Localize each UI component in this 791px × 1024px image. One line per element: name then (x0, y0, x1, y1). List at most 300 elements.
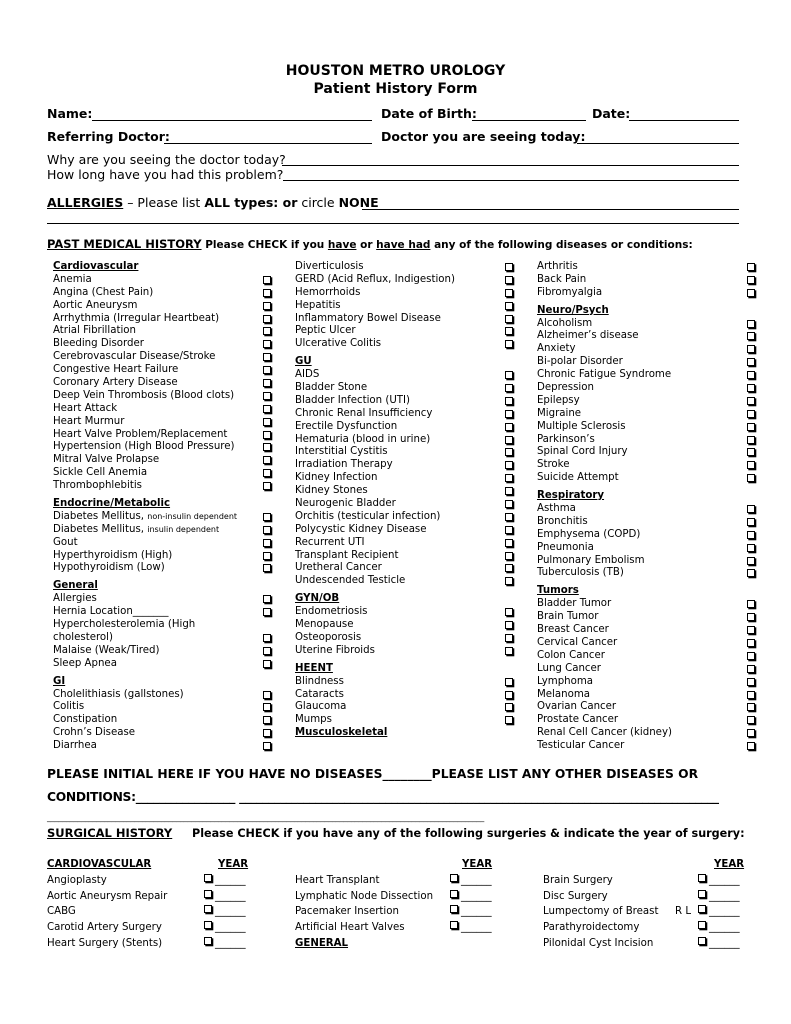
section-endocrine: Endocrine/Metabolic (53, 498, 171, 510)
year-blank[interactable]: ______ (709, 874, 740, 886)
condition-hypothyroidism-low: Hypothyroidism (Low) (53, 562, 273, 575)
condition-interstitial-cystitis: Interstitial Cystitis (295, 446, 520, 459)
condition-lung-cancer: Lung Cancer (537, 663, 759, 676)
checkbox-neurogenic-bladder[interactable] (505, 500, 513, 508)
section-tumors: Tumors (537, 585, 579, 597)
checkbox-angina-chest-pain[interactable] (263, 289, 271, 297)
checkbox-hypothyroidism-low[interactable] (263, 564, 271, 572)
allergies-field-2[interactable] (47, 223, 739, 224)
surgery-year-field[interactable] (698, 873, 740, 889)
checkbox-aortic-aneurysm[interactable] (263, 302, 271, 310)
condition-pneumonia: Pneumonia (537, 542, 759, 555)
condition-erectile-dysfunction: Erectile Dysfunction (295, 421, 520, 434)
condition-bladder-infection-uti: Bladder Infection (UTI) (295, 395, 520, 408)
checkbox-mitral-valve-prolapse[interactable] (263, 456, 271, 464)
condition-aids: AIDS (295, 369, 520, 382)
year-blank[interactable]: ______ (461, 922, 492, 934)
checkbox-stroke[interactable] (747, 461, 755, 469)
how-long-label: How long have you had this problem? (47, 167, 284, 182)
allergies-label: ALLERGIES (47, 195, 124, 210)
condition-testicular-cancer: Testicular Cancer (537, 740, 759, 753)
condition-crohn-s-disease: Crohn’s Disease (53, 727, 273, 740)
year-blank[interactable]: ______ (215, 906, 246, 918)
condition-blindness: Blindness (295, 676, 520, 689)
checkbox-cataracts[interactable] (505, 691, 513, 699)
condition-congestive-heart-failure: Congestive Heart Failure (53, 364, 273, 377)
surgery-checkbox[interactable] (204, 890, 212, 898)
surgery-checkbox[interactable] (450, 921, 458, 929)
condition-renal-cell-cancer-kidney: Renal Cell Cancer (kidney) (537, 727, 759, 740)
condition-irradiation-therapy: Irradiation Therapy (295, 459, 520, 472)
checkbox-pneumonia[interactable] (747, 544, 755, 552)
checkbox-colitis[interactable] (263, 703, 271, 711)
surgery-year-field[interactable] (450, 889, 492, 905)
checkbox-alcoholism[interactable] (747, 320, 755, 328)
surgery-brain-surgery: Brain Surgery ______ (543, 873, 763, 889)
checkbox-epilepsy[interactable] (747, 397, 755, 405)
year-header: YEAR (714, 859, 745, 870)
condition-checkbox[interactable] (263, 634, 271, 642)
checkbox-aids[interactable] (505, 371, 513, 379)
surgery-cabg: CABG ______ (47, 904, 267, 920)
checkbox-bleeding-disorder[interactable] (263, 340, 271, 348)
condition-diverticulosis: Diverticulosis (295, 261, 520, 274)
surgery-checkbox[interactable] (450, 874, 458, 882)
allergies-none-option[interactable]: NONE (338, 195, 379, 210)
condition-inflammatory-bowel-disease: Inflammatory Bowel Disease (295, 313, 520, 326)
condition-mitral-valve-prolapse: Mitral Valve Prolapse (53, 454, 273, 467)
section-gu: GU (295, 356, 312, 368)
condition-cervical-cancer: Cervical Cancer (537, 637, 759, 650)
why-field[interactable] (282, 165, 739, 166)
checkbox-undescended-testicle[interactable] (505, 577, 513, 585)
section-neuro-psych: Neuro/Psych (537, 304, 609, 316)
condition-bronchitis: Bronchitis (537, 516, 759, 529)
condition-fibromyalgia: Fibromyalgia (537, 287, 759, 300)
dob-field[interactable] (472, 120, 586, 121)
checkbox-suicide-attempt[interactable] (747, 474, 755, 482)
condition-bi-polar-disorder: Bi-polar Disorder (537, 356, 759, 369)
surgery-column-2 (295, 857, 515, 952)
checkbox-pulmonary-embolism[interactable] (747, 557, 755, 565)
checkbox-heart-attack[interactable] (263, 405, 271, 413)
condition-osteoporosis: Osteoporosis (295, 632, 520, 645)
checkbox-back-pain[interactable] (747, 276, 755, 284)
checkbox-testicular-cancer[interactable] (747, 742, 755, 750)
date-label: Date: (592, 106, 631, 121)
condition-peptic-ulcer: Peptic Ulcer (295, 325, 520, 338)
condition-chronic-fatigue-syndrome: Chronic Fatigue Syndrome (537, 369, 759, 382)
checkbox-orchitis-testicular-infection[interactable] (505, 513, 513, 521)
checkbox-cervical-cancer[interactable] (747, 639, 755, 647)
surgery-year-field[interactable] (204, 920, 246, 936)
checkbox-melanoma[interactable] (747, 691, 755, 699)
condition-thrombophlebitis: Thrombophlebitis (53, 480, 273, 493)
checkbox-crohn-s-disease[interactable] (263, 729, 271, 737)
condition-gerd-acid-reflux-indigestion: GERD (Acid Reflux, Indigestion) (295, 274, 520, 287)
checkbox-bladder-tumor[interactable] (747, 600, 755, 608)
condition-hyperthyroidism-high: Hyperthyroidism (High) (53, 550, 273, 563)
surgery-year-field[interactable] (450, 904, 492, 920)
year-blank[interactable]: ______ (215, 890, 246, 902)
section-cardiovascular: Cardiovascular (53, 261, 139, 272)
surgery-checkbox[interactable] (450, 905, 458, 913)
checkbox-migraine[interactable] (747, 410, 755, 418)
condition-hemorrhoids: Hemorrhoids (295, 287, 520, 300)
condition-spinal-cord-injury: Spinal Cord Injury (537, 446, 759, 459)
checkbox-sleep-apnea[interactable] (263, 660, 271, 668)
checkbox-hematuria-blood-in-urine[interactable] (505, 436, 513, 444)
surgery-disc-surgery: Disc Surgery ______ (543, 889, 763, 905)
checkbox-lung-cancer[interactable] (747, 665, 755, 673)
conditions-line[interactable]: CONDITIONS:_________________ __________________________________________________________________________________ (47, 790, 719, 804)
condition-kidney-infection: Kidney Infection (295, 472, 520, 485)
checkbox-coronary-artery-disease[interactable] (263, 379, 271, 387)
condition-brain-tumor: Brain Tumor (537, 611, 759, 624)
condition-emphysema-copd: Emphysema (COPD) (537, 529, 759, 542)
checkbox-arrhythmia-irregular-heartbeat[interactable] (263, 315, 271, 323)
surgery-year-field[interactable] (204, 873, 246, 889)
condition-ovarian-cancer: Ovarian Cancer (537, 701, 759, 714)
condition-back-pain: Back Pain (537, 274, 759, 287)
checkbox-thrombophlebitis[interactable] (263, 482, 271, 490)
condition-orchitis-testicular-infection: Orchitis (testicular infection) (295, 511, 520, 524)
condition-bladder-tumor: Bladder Tumor (537, 598, 759, 611)
pmh-heading: PAST MEDICAL HISTORY Please CHECK if you have or have had any of the following diseases or conditions: (47, 237, 693, 251)
checkbox-hepatitis[interactable] (505, 302, 513, 310)
condition-checkbox[interactable] (263, 526, 271, 534)
checkbox-constipation[interactable] (263, 716, 271, 724)
condition-menopause: Menopause (295, 619, 520, 632)
pmh-column-3 (537, 261, 759, 753)
condition-deep-vein-thrombosis-blood-clots: Deep Vein Thrombosis (Blood clots) (53, 390, 273, 403)
checkbox-transplant-recipient[interactable] (505, 552, 513, 560)
surgery-year-field[interactable] (204, 889, 246, 905)
condition-row: Allergies (53, 593, 273, 606)
checkbox-glaucoma[interactable] (505, 703, 513, 711)
condition-parkinson-s: Parkinson’s (537, 434, 759, 447)
pmh-column-2 (295, 261, 520, 740)
condition-alcoholism: Alcoholism (537, 318, 759, 331)
condition-atrial-fibrillation: Atrial Fibrillation (53, 325, 273, 338)
checkbox-osteoporosis[interactable] (505, 634, 513, 642)
checkbox-heart-murmur[interactable] (263, 418, 271, 426)
condition-colon-cancer: Colon Cancer (537, 650, 759, 663)
condition-breast-cancer: Breast Cancer (537, 624, 759, 637)
surgery-pilonidal-cyst-incision: Pilonidal Cyst Incision ______ (543, 936, 763, 952)
referring-doctor-field[interactable] (164, 143, 372, 144)
year-blank[interactable]: ______ (215, 874, 246, 886)
checkbox-brain-tumor[interactable] (747, 613, 755, 621)
breast-side-options[interactable]: R L (675, 906, 691, 918)
surgery-year-field[interactable] (450, 920, 492, 936)
condition-kidney-stones: Kidney Stones (295, 485, 520, 498)
checkbox-mumps[interactable] (505, 716, 513, 724)
condition-malaise-weak-tired: Malaise (Weak/Tired) (53, 645, 273, 658)
checkbox-interstitial-cystitis[interactable] (505, 448, 513, 456)
surgery-year-field[interactable] (204, 936, 246, 952)
allergies-field[interactable] (362, 209, 739, 210)
condition-row: Diabetes Mellitus, non-insulin dependent (53, 511, 273, 524)
checkbox-uretheral-cancer[interactable] (505, 564, 513, 572)
year-blank[interactable]: ______ (215, 937, 246, 949)
checkbox-spinal-cord-injury[interactable] (747, 448, 755, 456)
checkbox-colon-cancer[interactable] (747, 652, 755, 660)
checkbox-hemorrhoids[interactable] (505, 289, 513, 297)
checkbox-erectile-dysfunction[interactable] (505, 423, 513, 431)
condition-arrhythmia-irregular-heartbeat: Arrhythmia (Irregular Heartbeat) (53, 313, 273, 326)
surgery-heart-surgery-stents: Heart Surgery (Stents) ______ (47, 936, 267, 952)
checkbox-blindness[interactable] (505, 678, 513, 686)
checkbox-kidney-stones[interactable] (505, 487, 513, 495)
surgical-history-instructions: Please CHECK if you have any of the following surgeries & indicate the year of surgery: (192, 827, 745, 840)
condition-pulmonary-embolism: Pulmonary Embolism (537, 555, 759, 568)
checkbox-breast-cancer[interactable] (747, 626, 755, 634)
checkbox-congestive-heart-failure[interactable] (263, 366, 271, 374)
condition-suicide-attempt: Suicide Attempt (537, 472, 759, 485)
clinic-title: HOUSTON METRO UROLOGY (285, 63, 506, 79)
checkbox-renal-cell-cancer-kidney[interactable] (747, 729, 755, 737)
name-label: Name: (47, 106, 93, 121)
section-gi: GI (53, 675, 66, 687)
checkbox-bladder-infection-uti[interactable] (505, 397, 513, 405)
year-blank[interactable]: ______ (461, 890, 492, 902)
dob-label: Date of Birth: (381, 106, 477, 121)
condition-transplant-recipient: Transplant Recipient (295, 550, 520, 563)
condition-sleep-apnea: Sleep Apnea (53, 658, 273, 671)
surgery-checkbox[interactable] (204, 937, 212, 945)
checkbox-anxiety[interactable] (747, 345, 755, 353)
condition-alzheimer-s-disease: Alzheimer’s disease (537, 330, 759, 343)
year-blank[interactable]: ______ (461, 874, 492, 886)
surgery-parathyroidectomy: Parathyroidectomy ______ (543, 920, 763, 936)
checkbox-hyperthyroidism-high[interactable] (263, 552, 271, 560)
checkbox-irradiation-therapy[interactable] (505, 461, 513, 469)
surgery-lumpectomy-of-breast: Lumpectomy of Breast R L ______ (543, 904, 763, 920)
checkbox-cerebrovascular-disease-stroke[interactable] (263, 353, 271, 361)
condition-bladder-stone: Bladder Stone (295, 382, 520, 395)
year-blank[interactable]: ______ (709, 937, 740, 949)
condition-multiple-sclerosis: Multiple Sclerosis (537, 421, 759, 434)
referring-doctor-label: Referring Doctor: (47, 129, 170, 144)
section-heent: HEENT (295, 662, 333, 674)
year-blank[interactable]: ______ (709, 906, 740, 918)
surgery-column-1 (47, 857, 267, 952)
surgery-checkbox[interactable] (450, 890, 458, 898)
checkbox-chronic-fatigue-syndrome[interactable] (747, 371, 755, 379)
section-respiratory: Respiratory (537, 490, 605, 502)
surgery-year-field[interactable] (698, 936, 740, 952)
year-blank[interactable]: ______ (709, 890, 740, 902)
section-general: General (53, 580, 98, 592)
condition-constipation: Constipation (53, 714, 273, 727)
surgery-year-field[interactable] (698, 889, 740, 905)
condition-gout: Gout (53, 537, 273, 550)
checkbox-parkinson-s[interactable] (747, 436, 755, 444)
surgery-column-3 (543, 857, 763, 952)
checkbox-malaise-weak-tired[interactable] (263, 647, 271, 655)
condition-diarrhea: Diarrhea (53, 740, 273, 753)
condition-melanoma: Melanoma (537, 689, 759, 702)
initial-no-diseases-line[interactable]: PLEASE INITIAL HERE IF YOU HAVE NO DISEASES________PLEASE LIST ANY OTHER DISEASES OR (47, 767, 699, 781)
why-label: Why are you seeing the doctor today? (47, 152, 286, 167)
section-cardiovascular-surgery: CARDIOVASCULAR (47, 859, 152, 870)
checkbox-chronic-renal-insufficiency[interactable] (505, 410, 513, 418)
checkbox-tuberculosis-tb[interactable] (747, 569, 755, 577)
condition-chronic-renal-insufficiency: Chronic Renal Insufficiency (295, 408, 520, 421)
surgery-pacemaker-insertion: Pacemaker Insertion ______ (295, 904, 515, 920)
surgery-lymphatic-node-dissection: Lymphatic Node Dissection ______ (295, 889, 515, 905)
checkbox-diarrhea[interactable] (263, 742, 271, 750)
checkbox-inflammatory-bowel-disease[interactable] (505, 315, 513, 323)
condition-arthritis: Arthritis (537, 261, 759, 274)
date-field[interactable] (629, 120, 739, 121)
checkbox-fibromyalgia[interactable] (747, 289, 755, 297)
surgery-checkbox[interactable] (204, 921, 212, 929)
condition-uterine-fibroids: Uterine Fibroids (295, 645, 520, 658)
checkbox-diverticulosis[interactable] (505, 263, 513, 271)
condition-glaucoma: Glaucoma (295, 701, 520, 714)
condition-sickle-cell-anemia: Sickle Cell Anemia (53, 467, 273, 480)
surgery-checkbox[interactable] (698, 874, 706, 882)
section-gyn-ob: GYN/OB (295, 593, 340, 605)
checkbox-asthma[interactable] (747, 505, 755, 513)
condition-recurrent-uti: Recurrent UTI (295, 537, 520, 550)
seeing-doctor-label: Doctor you are seeing today: (381, 129, 586, 144)
surgical-history-title: SURGICAL HISTORY (47, 826, 173, 840)
checkbox-lymphoma[interactable] (747, 678, 755, 686)
condition-ulcerative-colitis: Ulcerative Colitis (295, 338, 520, 351)
condition-row: Hernia Location_______ (53, 606, 273, 619)
condition-hypertension-high-blood-pressure: Hypertension (High Blood Pressure) (53, 441, 273, 454)
year-blank[interactable]: ______ (709, 922, 740, 934)
condition-heart-valve-problem-replacement: Heart Valve Problem/Replacement (53, 429, 273, 442)
condition-tuberculosis-tb: Tuberculosis (TB) (537, 567, 759, 580)
condition-neurogenic-bladder: Neurogenic Bladder (295, 498, 520, 511)
surgery-carotid-artery-surgery: Carotid Artery Surgery ______ (47, 920, 267, 936)
condition-angina-chest-pain: Angina (Chest Pain) (53, 287, 273, 300)
checkbox-endometriosis[interactable] (505, 608, 513, 616)
condition-stroke: Stroke (537, 459, 759, 472)
condition-coronary-artery-disease: Coronary Artery Disease (53, 377, 273, 390)
checkbox-anemia[interactable] (263, 276, 271, 284)
condition-migraine: Migraine (537, 408, 759, 421)
checkbox-bronchitis[interactable] (747, 518, 755, 526)
condition-checkbox[interactable] (263, 595, 271, 603)
condition-mumps: Mumps (295, 714, 520, 727)
condition-cerebrovascular-disease-stroke: Cerebrovascular Disease/Stroke (53, 351, 273, 364)
checkbox-gout[interactable] (263, 539, 271, 547)
condition-cataracts: Cataracts (295, 689, 520, 702)
year-blank[interactable]: ______ (461, 906, 492, 918)
checkbox-cholelithiasis-gallstones[interactable] (263, 691, 271, 699)
name-field[interactable] (92, 120, 372, 121)
condition-polycystic-kidney-disease: Polycystic Kidney Disease (295, 524, 520, 537)
checkbox-deep-vein-thrombosis-blood-clots[interactable] (263, 392, 271, 400)
year-header: YEAR (218, 859, 249, 870)
checkbox-heart-valve-problem-replacement[interactable] (263, 431, 271, 439)
checkbox-sickle-cell-anemia[interactable] (263, 469, 271, 477)
section-musculoskeletal: Musculoskeletal (295, 727, 388, 739)
condition-epilepsy: Epilepsy (537, 395, 759, 408)
condition-depression: Depression (537, 382, 759, 395)
surgery-checkbox[interactable] (698, 937, 706, 945)
condition-anemia: Anemia (53, 274, 273, 287)
checkbox-recurrent-uti[interactable] (505, 539, 513, 547)
checkbox-polycystic-kidney-disease[interactable] (505, 526, 513, 534)
form-title: Patient History Form (313, 81, 478, 97)
condition-uretheral-cancer: Uretheral Cancer (295, 562, 520, 575)
surgery-year-field[interactable] (675, 904, 740, 920)
surgery-artificial-heart-valves: Artificial Heart Valves ______ (295, 920, 515, 936)
condition-anxiety: Anxiety (537, 343, 759, 356)
checkbox-multiple-sclerosis[interactable] (747, 423, 755, 431)
condition-row: Diabetes Mellitus, insulin dependent (53, 524, 273, 537)
checkbox-hypertension-high-blood-pressure[interactable] (263, 443, 271, 451)
surgery-year-field[interactable] (698, 920, 740, 936)
condition-lymphoma: Lymphoma (537, 676, 759, 689)
surgery-checkbox[interactable] (204, 905, 212, 913)
condition-heart-attack: Heart Attack (53, 403, 273, 416)
checkbox-ulcerative-colitis[interactable] (505, 340, 513, 348)
year-blank[interactable]: ______ (215, 922, 246, 934)
pmh-column-1 (53, 261, 273, 753)
condition-bleeding-disorder: Bleeding Disorder (53, 338, 273, 351)
condition-colitis: Colitis (53, 701, 273, 714)
surgery-heart-transplant: Heart Transplant ______ (295, 873, 515, 889)
checkbox-ovarian-cancer[interactable] (747, 703, 755, 711)
surgery-checkbox[interactable] (204, 874, 212, 882)
checkbox-prostate-cancer[interactable] (747, 716, 755, 724)
surgery-aortic-aneurysm-repair: Aortic Aneurysm Repair ______ (47, 889, 267, 905)
condition-prostate-cancer: Prostate Cancer (537, 714, 759, 727)
surgery-year-field[interactable] (450, 873, 492, 889)
condition-row: cholesterol) (53, 632, 273, 645)
allergies-line: ALLERGIES – Please list ALL types: or circle NONE (47, 195, 379, 210)
checkbox-peptic-ulcer[interactable] (505, 327, 513, 335)
how-long-field[interactable] (283, 180, 739, 181)
checkbox-atrial-fibrillation[interactable] (263, 327, 271, 335)
condition-checkbox[interactable] (263, 608, 271, 616)
checkbox-menopause[interactable] (505, 621, 513, 629)
surgery-checkbox[interactable] (698, 905, 706, 913)
surgery-year-field[interactable] (204, 904, 246, 920)
checkbox-arthritis[interactable] (747, 263, 755, 271)
checkbox-emphysema-copd[interactable] (747, 531, 755, 539)
condition-hepatitis: Hepatitis (295, 300, 520, 313)
conditions-line-2[interactable]: ___________________________________________________________________________________________________________________ (47, 813, 485, 822)
condition-checkbox[interactable] (263, 513, 271, 521)
condition-row: Hypercholesterolemia (High (53, 619, 196, 631)
surgery-checkbox[interactable] (698, 921, 706, 929)
checkbox-alzheimer-s-disease[interactable] (747, 332, 755, 340)
condition-undescended-testicle: Undescended Testicle (295, 575, 520, 588)
condition-asthma: Asthma (537, 503, 759, 516)
surgery-checkbox[interactable] (698, 890, 706, 898)
checkbox-bi-polar-disorder[interactable] (747, 358, 755, 366)
checkbox-gerd-acid-reflux-indigestion[interactable] (505, 276, 513, 284)
checkbox-kidney-infection[interactable] (505, 474, 513, 482)
surgery-angioplasty: Angioplasty ______ (47, 873, 267, 889)
condition-endometriosis: Endometriosis (295, 606, 520, 619)
condition-heart-murmur: Heart Murmur (53, 416, 273, 429)
section-general-surgery: GENERAL (295, 937, 349, 949)
seeing-doctor-field[interactable] (577, 143, 739, 144)
checkbox-uterine-fibroids[interactable] (505, 647, 513, 655)
checkbox-depression[interactable] (747, 384, 755, 392)
condition-cholelithiasis-gallstones: Cholelithiasis (gallstones) (53, 689, 273, 702)
checkbox-bladder-stone[interactable] (505, 384, 513, 392)
